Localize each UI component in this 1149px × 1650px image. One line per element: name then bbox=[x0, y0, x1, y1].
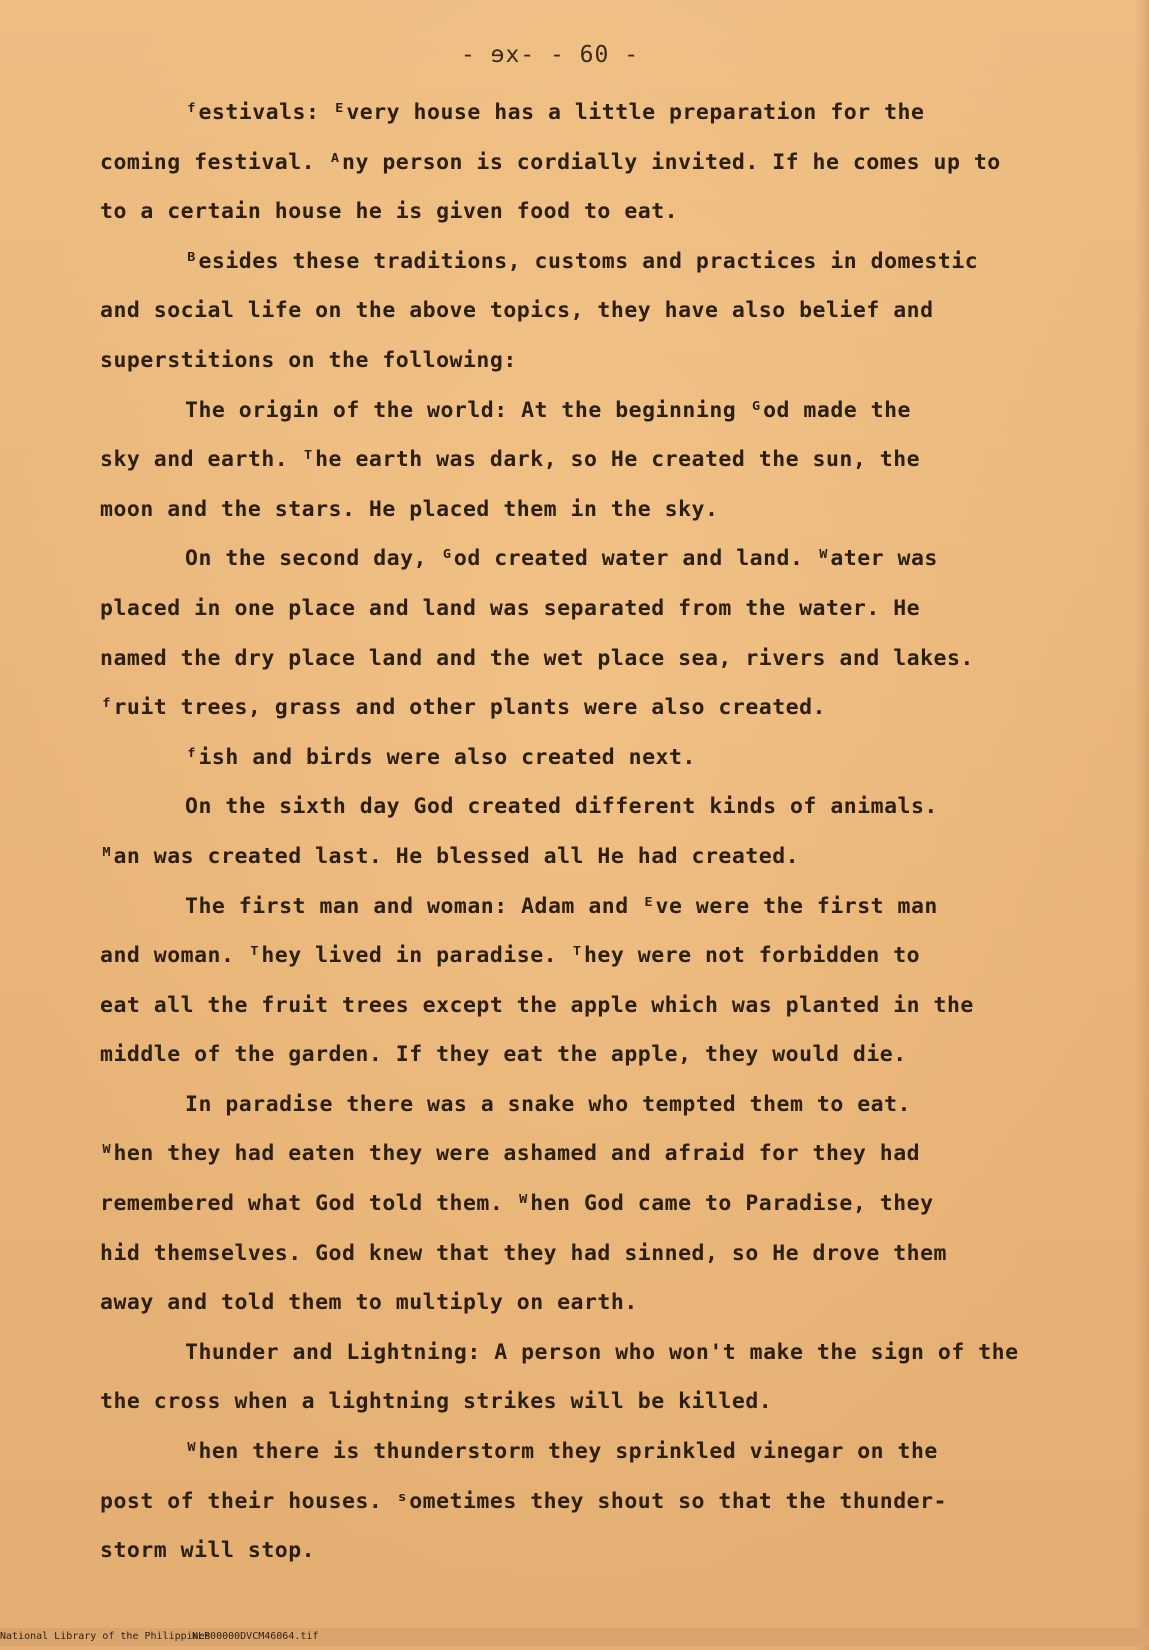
text-line-6: superstitions on the following: bbox=[100, 347, 517, 373]
text-line-3: to a certain house he is given food to eat. bbox=[100, 199, 679, 225]
page-number: - ɘx- - 60 - bbox=[460, 42, 640, 68]
text-line-8: sky and earth. ᵀhe earth was dark, so He created the sun, the bbox=[100, 447, 921, 473]
page-edge-shadow bbox=[1135, 0, 1149, 1650]
text-line-24: hid themselves. God knew that they had sinned, so He drove them bbox=[100, 1240, 947, 1266]
text-line-14: ᶠish and birds were also created next. bbox=[185, 744, 696, 770]
text-line-5: and social life on the above topics, they have also belief and bbox=[100, 298, 934, 324]
text-line-30: storm will stop. bbox=[100, 1538, 316, 1564]
text-line-18: and woman. ᵀhey lived in paradise. ᵀhey were not forbidden to bbox=[100, 943, 921, 969]
footer-library-name: National Library of the Philippines bbox=[0, 1631, 211, 1642]
text-line-23: remembered what God told them. ᵂhen God came to Paradise, they bbox=[100, 1191, 934, 1217]
text-line-25: away and told them to multiply on earth. bbox=[100, 1290, 638, 1316]
scan-footer bbox=[0, 1628, 1149, 1646]
text-line-27: the cross when a lightning strikes will be killed. bbox=[100, 1389, 773, 1415]
text-line-12: named the dry place land and the wet place sea, rivers and lakes. bbox=[100, 645, 974, 671]
text-line-2: coming festival. ᴬny person is cordially invited. If he comes up to bbox=[100, 149, 1001, 175]
text-line-15: On the sixth day God created different kinds of animals. bbox=[185, 794, 938, 820]
text-line-13: ᶠruit trees, grass and other plants were also created. bbox=[100, 695, 826, 721]
text-line-20: middle of the garden. If they eat the apple, they would die. bbox=[100, 1042, 907, 1068]
text-line-1: ᶠestivals: ᴱvery house has a little preparation for the bbox=[185, 100, 925, 125]
text-line-10: On the second day, ᴳod created water and land. ᵂater was bbox=[185, 546, 938, 572]
typewritten-text-block bbox=[100, 88, 1110, 1576]
text-line-26: Thunder and Lightning: A person who won't make the sign of the bbox=[185, 1339, 1019, 1365]
footer-file-id: NLP00000DVCM46064.tif bbox=[192, 1631, 319, 1642]
text-line-17: The first man and woman: Adam and ᴱve were the first man bbox=[185, 893, 938, 919]
text-line-29: post of their houses. ˢometimes they shout so that the thunder- bbox=[100, 1488, 947, 1514]
text-line-28: ᵂhen there is thunderstorm they sprinkled vinegar on the bbox=[185, 1439, 938, 1465]
text-line-16: ᴹan was created last. He blessed all He had created. bbox=[100, 843, 800, 869]
text-line-7: The origin of the world: At the beginning ᴳod made the bbox=[185, 397, 911, 423]
text-line-9: moon and the stars. He placed them in the sky. bbox=[100, 496, 719, 522]
text-line-21: In paradise there was a snake who tempted them to eat. bbox=[185, 1091, 911, 1117]
text-line-4: ᴮesides these traditions, customs and practices in domestic bbox=[185, 248, 979, 274]
text-line-19: eat all the fruit trees except the apple which was planted in the bbox=[100, 992, 974, 1018]
text-line-11: placed in one place and land was separated from the water. He bbox=[100, 595, 921, 621]
text-line-22: ᵂhen they had eaten they were ashamed and afraid for they had bbox=[100, 1141, 921, 1167]
